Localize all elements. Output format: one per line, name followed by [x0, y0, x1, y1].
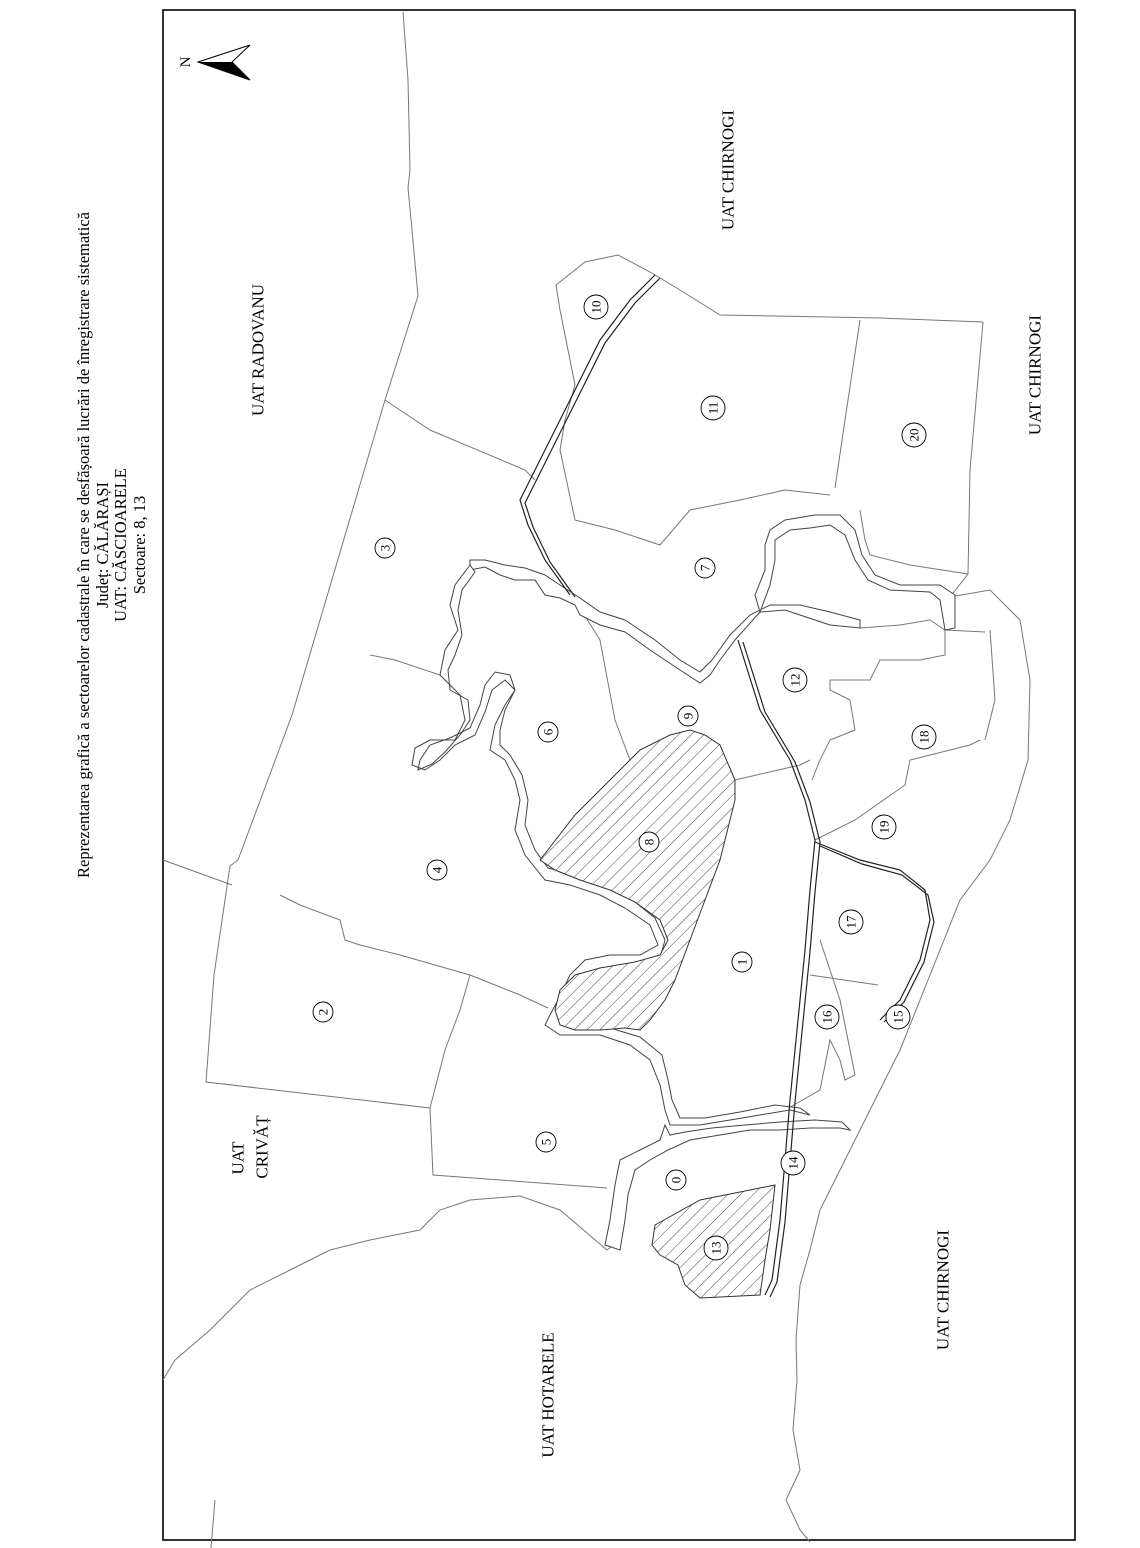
sector-number: 9 [680, 712, 696, 720]
sector-marker-13 [704, 1236, 728, 1260]
sector-number: 19 [876, 820, 892, 834]
sector-marker-11 [701, 396, 725, 420]
sector-marker-4 [427, 860, 447, 880]
sector-marker-15 [886, 1005, 910, 1029]
sector-marker-8 [639, 832, 659, 852]
sector-number: 18 [916, 730, 932, 744]
sector-marker-19 [872, 815, 896, 839]
county-line: Județ: CĂLĂRAȘI [92, 481, 112, 609]
sectors-line: Sectoare: 8, 13 [129, 495, 149, 595]
sector-marker-7 [695, 558, 715, 578]
sector-marker-12 [783, 668, 807, 692]
sector-marker-1 [732, 952, 752, 972]
sector-marker-6 [538, 722, 558, 742]
sector-number: 3 [377, 544, 393, 552]
sector-number: 11 [705, 401, 721, 415]
uat-line: UAT: CĂSCIOARELE [111, 468, 130, 622]
highlighted-sectors [540, 730, 775, 1298]
sector-marker-2 [313, 1002, 333, 1022]
sector-marker-20 [902, 423, 926, 447]
sector-number: 20 [906, 428, 922, 442]
sector-number: 0 [668, 1176, 684, 1184]
sector-number: 16 [819, 1010, 835, 1024]
label-uat-chirnogi-right: UAT CHIRNOGI [1025, 314, 1045, 436]
map-title: Reprezentarea grafică a sectoarelor cadastrale în care se desfășoară lucrări de înregistrare sistematică [74, 211, 93, 879]
label-uat-crivat-line1: UAT [228, 1141, 248, 1175]
sector-number: 17 [843, 915, 859, 929]
label-uat-chirnogi-bottom: UAT CHIRNOGI [933, 1229, 953, 1351]
sector-marker-17 [839, 910, 863, 934]
sector-number: 2 [315, 1008, 331, 1016]
sector-marker-18 [912, 725, 936, 749]
sector-marker-3 [375, 538, 395, 558]
sector-marker-16 [815, 1005, 839, 1029]
sector-number: 14 [785, 1156, 801, 1170]
uat-boundaries [163, 12, 1030, 1548]
sector-number: 5 [538, 1138, 554, 1146]
sector-marker-10 [584, 295, 608, 319]
label-uat-hotarele: UAT HOTARELE [538, 1332, 558, 1458]
sector-number: 12 [787, 673, 803, 687]
sector-number: 13 [708, 1241, 724, 1255]
label-uat-chirnogi-top: UAT CHIRNOGI [718, 109, 738, 231]
sector-number: 6 [540, 728, 556, 736]
sector-number: 7 [697, 564, 713, 572]
north-arrow [178, 45, 250, 80]
sector-marker-9 [678, 706, 698, 726]
north-arrow-letter: N [178, 56, 194, 68]
label-uat-radovanu: UAT RADOVANU [248, 283, 268, 417]
sector-number: 4 [429, 866, 445, 874]
sector-marker-0 [666, 1170, 686, 1190]
sector-number: 8 [641, 838, 657, 846]
sector-marker-5 [536, 1132, 556, 1152]
sector-marker-14 [781, 1151, 805, 1175]
sector-number: 1 [734, 958, 750, 966]
sector-number: 15 [890, 1010, 906, 1024]
sector-number: 10 [588, 300, 604, 314]
label-uat-crivat-line2: CRIVĂȚ [252, 1115, 272, 1179]
